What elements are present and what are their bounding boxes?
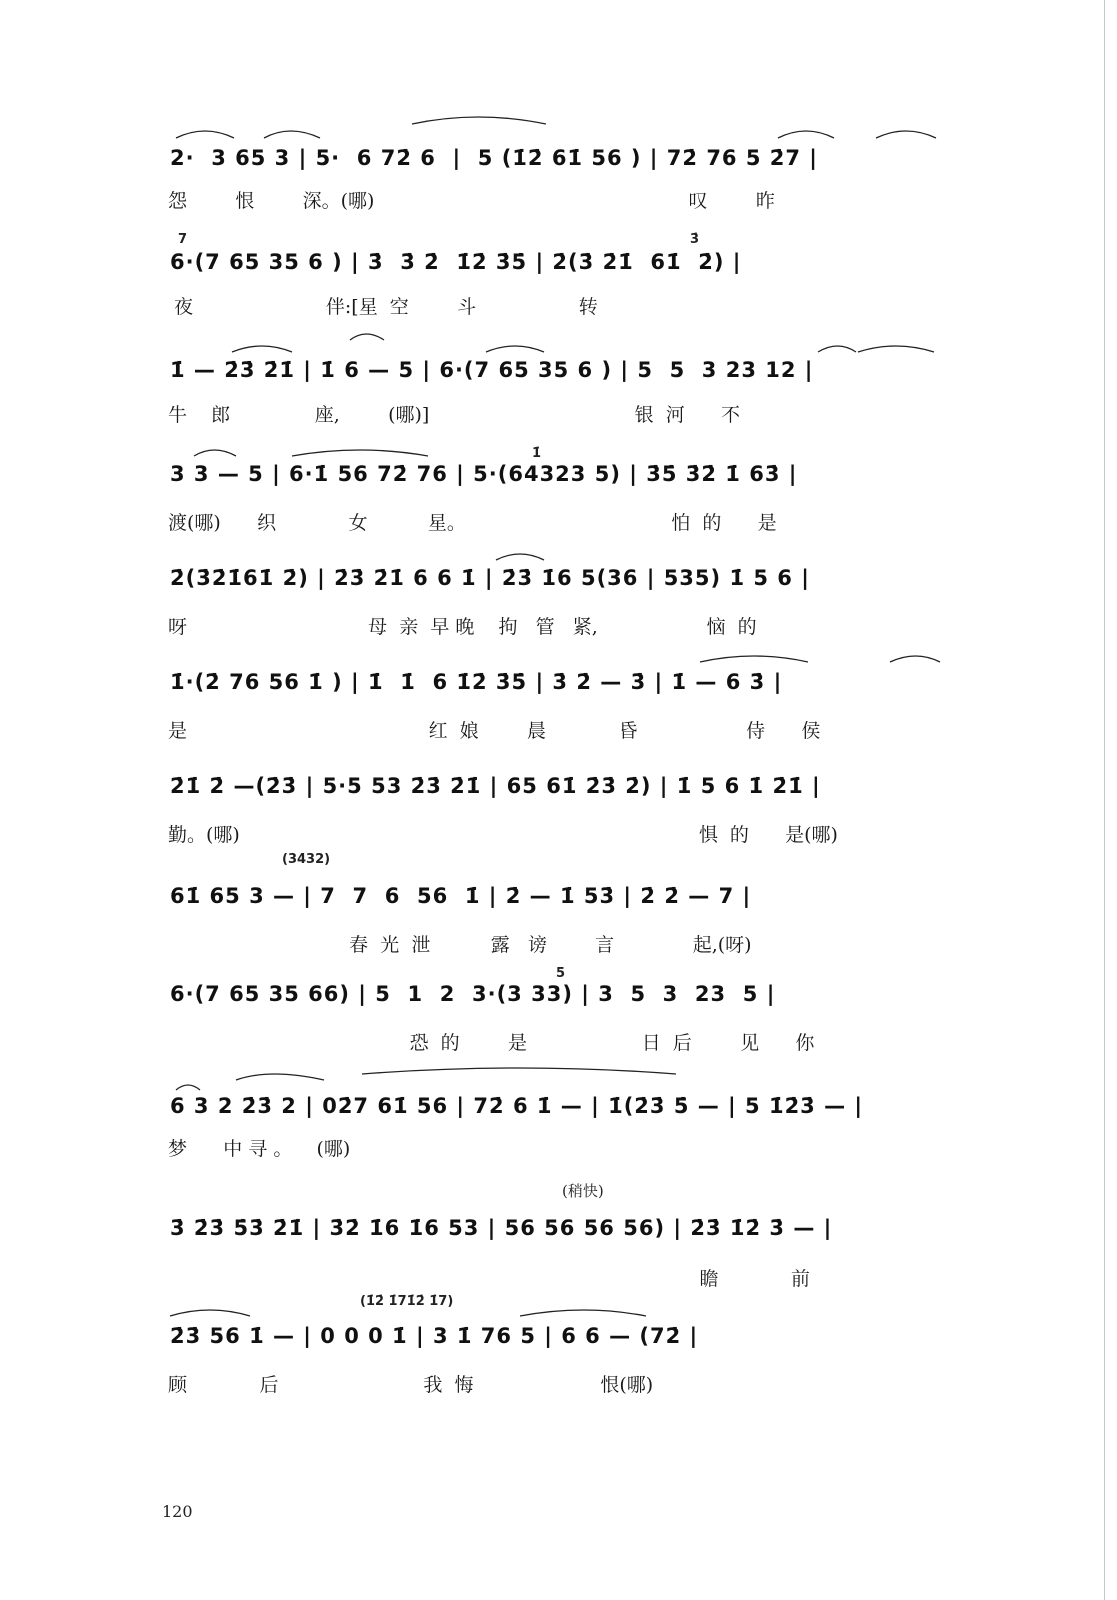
grace-note-1: 7 (178, 232, 188, 247)
notation-line-12: 2̇3̇ 56 1̇ — | 0 0 0 1̇ | 3 1̇ 76 5 | 6 6 — (72̇ | (170, 1324, 699, 1348)
lyric-line-10: 梦 中 寻 。 (哪) (168, 1138, 351, 1160)
lyric-line-3: 牛 郎 座, (哪)] 银 河 不 (168, 404, 740, 426)
notation-line-9: 6·(7 65 35 66) | 5 1 2 3·(3 33) | 3 5 3 23 5 | (170, 982, 776, 1006)
lyric-line-2: 夜 伴:[星 空 斗 转 (168, 296, 598, 318)
notation-line-11: 3̇ 2̇3̇ 5̇3̇ 2̇1̇ | 3̇2̇ 1̇6 1̇6 53 | 56 56 56 56) | 2̇3̇ 1̇2̇ 3̇ — | (170, 1216, 833, 1240)
notation-line-8: 61̇ 65 3 — | 7 7 6 56 1̇ | 2̇ — 1̇ 53̇ | 2̇ 2̇ — 7 | (170, 884, 752, 908)
lyric-line-5: 呀 母 亲 早 晚 拘 管 紧, 恼 的 (168, 616, 757, 638)
lyric-line-4: 渡(哪) 织 女 星。 怕 的 是 (168, 512, 777, 534)
page-number: 120 (162, 1502, 193, 1521)
grace-note-2: 3̇ (690, 232, 700, 247)
notation-line-7: 2̇1̇ 2̇ —(2̇3̇ | 5·5 53 2̇3̇ 2̇1̇ | 65 61̇ 2̇3̇ 2̇) | 1̇ 5 6 1̇ 2̇1̇ | (170, 774, 821, 798)
notation-line-6: 1̇·(2̇ 76 56 1̇ ) | 1̇ 1̇ 6 1̇2̇ 3̇5̇ | 3̇ 2̇ — 3̇ | 1̇ — 6 3̇ | (170, 670, 783, 694)
instrumental-insert-1: (3432) (282, 852, 331, 867)
grace-note-3: 1̇ (532, 446, 542, 461)
notation-line-3: 1̇ — 2̇3̇ 2̇1̇ | 1̇ 6 — 5 | 6·(7 65 35 6 ) | 5 5 3 23 12 | (170, 358, 814, 382)
lyric-line-9: 恐 的 是 日 后 见 你 (168, 1032, 815, 1054)
notation-line-1: 2· 3 65 3 | 5· 6 72̇ 6 | 5 (1̇2̇ 61̇ 56 ) | 72̇ 76 5 2̇7 | (170, 146, 818, 170)
lyric-line-7: 勤。(哪) 惧 的 是(哪) (168, 824, 838, 846)
lyric-line-6: 是 红 娘 晨 昏 侍 侯 (168, 720, 821, 742)
instrumental-insert-2: (1̇2̇ 1̇71̇2̇ 1̇7) (360, 1294, 454, 1309)
lyric-line-1: 怨 恨 深。(哪) 叹 昨 (168, 190, 775, 212)
notation-line-2: 6·(7 65 35 6 ) | 3̇ 3̇ 2̇ 1̇2̇ 3̇5̇ | 2̇(3̇ 2̇1̇ 61̇ 2̇) | (170, 250, 742, 274)
tempo-marking: (稍快) (562, 1182, 604, 1200)
lyric-line-11: 瞻 前 (168, 1268, 810, 1290)
notation-line-10: 6 3 2 2̇3̇ 2 | 02̇7 61̇ 56 | 72̇ 6 1̇ — | 1̇(2̇3̇ 5̇ — | 5 1̇2̇3̇ — | (170, 1094, 864, 1118)
lyric-line-8: 春 光 泄 露 谤 言 起,(呀) (168, 934, 752, 956)
lyric-line-12: 顾 后 我 悔 恨(哪) (168, 1374, 654, 1396)
notation-line-5: 2̇(3̇2̇1̇61̇ 2̇) | 2̇3̇ 2̇1̇ 6 6 1̇ | 2̇3̇ 1̇6 5(36 | 535) 1̇ 5 6 | (170, 566, 810, 590)
grace-note-4: 5 (556, 966, 566, 981)
notation-line-4: 3 3 — 5 | 6·1̇ 56 72̇ 76 | 5·(64323 5) | 3̇5̇ 3̇2̇ 1̇ 63̇ | (170, 462, 798, 486)
